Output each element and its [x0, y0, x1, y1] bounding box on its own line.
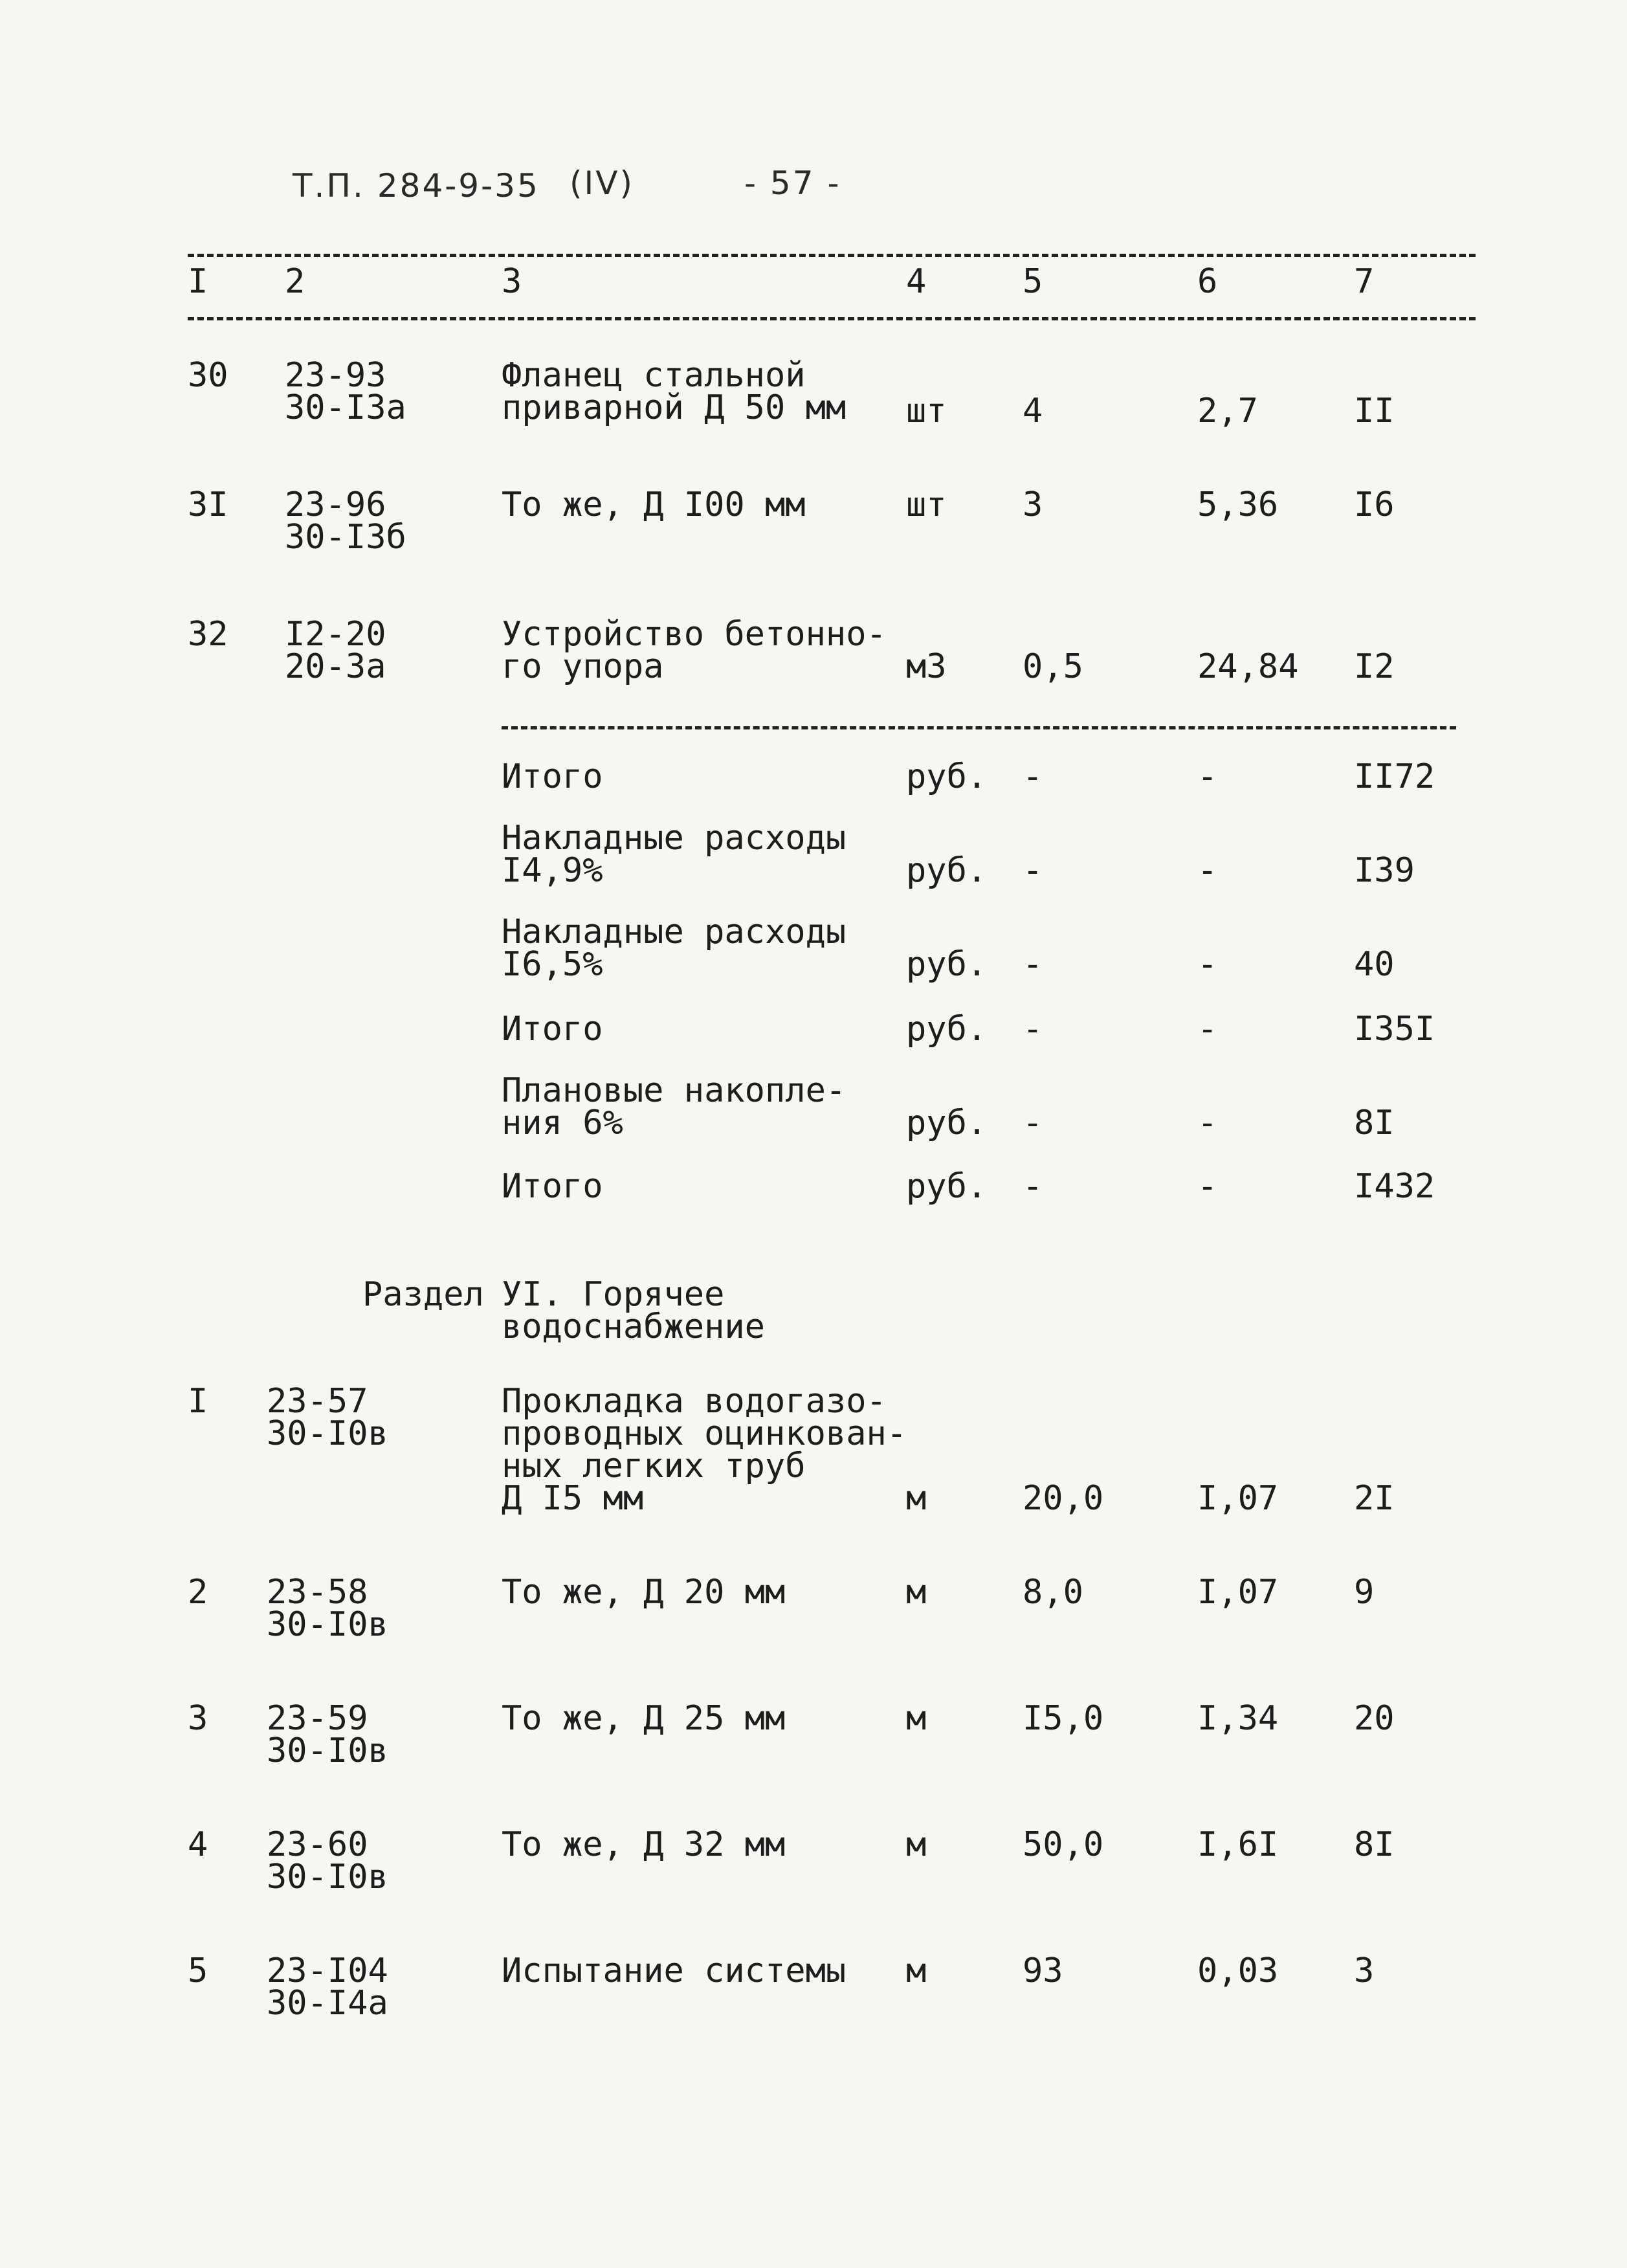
summary-label: Итого	[502, 757, 603, 796]
row-number: 30	[188, 356, 228, 395]
total-cost: 20	[1354, 1699, 1395, 1738]
norm-code: 20-3а	[285, 647, 386, 686]
norm-code: 23-58	[267, 1573, 368, 1612]
total-cost: II	[1354, 392, 1395, 430]
norm-code: 30-I3б	[285, 518, 406, 557]
volume-number: (IV)	[570, 164, 634, 202]
unit: руб.	[906, 851, 988, 890]
unit-price: I,07	[1197, 1573, 1279, 1612]
document-reference: Т.П. 284-9-35	[293, 167, 540, 205]
norm-code: 23-57	[267, 1382, 368, 1421]
unit: руб.	[906, 1104, 988, 1142]
norm-code: 23-59	[267, 1699, 368, 1738]
page-number: - 57 -	[744, 164, 841, 202]
table-header-rule	[188, 317, 1476, 320]
total-cost: 2I	[1354, 1479, 1395, 1518]
norm-code: 23-60	[267, 1825, 368, 1864]
work-description: То же, Д I00 мм	[502, 485, 806, 524]
work-description: Прокладка водогазо-	[502, 1382, 887, 1421]
unit: м	[906, 1951, 927, 1990]
summary-label: I6,5%	[502, 945, 603, 984]
unit-price: I,34	[1197, 1699, 1279, 1738]
norm-code: 23-93	[285, 356, 386, 395]
norm-code: 23-I04	[267, 1951, 388, 1990]
norm-code: 30-I3а	[285, 388, 406, 427]
unit-price: -	[1197, 1167, 1218, 1206]
column-header-6: 6	[1197, 262, 1218, 301]
total-cost: 3	[1354, 1951, 1375, 1990]
quantity: -	[1023, 757, 1043, 796]
work-description: Устройство бетонно-	[502, 615, 887, 654]
unit: м3	[906, 647, 947, 686]
total-cost: I39	[1354, 851, 1415, 890]
column-header-1: I	[188, 262, 208, 301]
norm-code: 30-I0в	[267, 1605, 388, 1644]
table-top-rule	[188, 254, 1476, 257]
norm-code: 30-I4а	[267, 1984, 388, 2023]
norm-code: I2-20	[285, 615, 386, 654]
work-description: То же, Д 25 мм	[502, 1699, 786, 1738]
quantity: -	[1023, 1010, 1043, 1049]
total-cost: 8I	[1354, 1825, 1395, 1864]
work-description: Д I5 мм	[502, 1479, 644, 1518]
column-header-3: 3	[502, 262, 522, 301]
unit: руб.	[906, 945, 988, 984]
section-prefix: Раздел	[362, 1275, 484, 1314]
norm-code: 30-I0в	[267, 1414, 388, 1453]
column-header-5: 5	[1023, 262, 1043, 301]
total-cost: I2	[1354, 647, 1395, 686]
unit-price: 0,03	[1197, 1951, 1279, 1990]
quantity: 20,0	[1023, 1479, 1104, 1518]
total-cost: I6	[1354, 485, 1395, 524]
work-description: приварной Д 50 мм	[502, 388, 847, 427]
summary-label: Итого	[502, 1167, 603, 1206]
unit: м	[906, 1825, 927, 1864]
total-cost: 8I	[1354, 1104, 1395, 1142]
summary-label: ния 6%	[502, 1104, 623, 1142]
column-header-4: 4	[906, 262, 927, 301]
row-number: 32	[188, 615, 228, 654]
work-description: го упора	[502, 647, 664, 686]
unit-price: 24,84	[1197, 647, 1299, 686]
quantity: 93	[1023, 1951, 1063, 1990]
work-description: То же, Д 32 мм	[502, 1825, 786, 1864]
quantity: 3	[1023, 485, 1043, 524]
summary-label: Плановые накопле-	[502, 1071, 847, 1110]
summary-label: Накладные расходы	[502, 913, 847, 951]
total-cost: I35I	[1354, 1010, 1435, 1049]
total-cost: II72	[1354, 757, 1435, 796]
row-number: 4	[188, 1825, 208, 1864]
norm-code: 30-I0в	[267, 1731, 388, 1770]
unit-price: -	[1197, 1010, 1218, 1049]
unit-price: -	[1197, 851, 1218, 890]
norm-code: 30-I0в	[267, 1858, 388, 1896]
row-number: I	[188, 1382, 208, 1421]
quantity: 4	[1023, 392, 1043, 430]
quantity: -	[1023, 1104, 1043, 1142]
quantity: 50,0	[1023, 1825, 1104, 1864]
total-cost: 40	[1354, 945, 1395, 984]
summary-label: I4,9%	[502, 851, 603, 890]
row-number: 5	[188, 1951, 208, 1990]
work-description: ных легких труб	[502, 1447, 806, 1485]
unit-price: 5,36	[1197, 485, 1279, 524]
unit-price: I,07	[1197, 1479, 1279, 1518]
work-description: проводных оцинкован-	[502, 1414, 907, 1453]
unit-price: 2,7	[1197, 392, 1258, 430]
work-description: То же, Д 20 мм	[502, 1573, 786, 1612]
norm-code: 23-96	[285, 485, 386, 524]
unit: м	[906, 1479, 927, 1518]
summary-label: Накладные расходы	[502, 819, 847, 858]
unit: м	[906, 1573, 927, 1612]
unit: руб.	[906, 1010, 988, 1049]
subtotal-rule	[502, 726, 1456, 729]
unit: шт	[906, 485, 947, 524]
quantity: -	[1023, 945, 1043, 984]
work-description: Испытание системы	[502, 1951, 847, 1990]
total-cost: 9	[1354, 1573, 1375, 1612]
unit-price: -	[1197, 757, 1218, 796]
section-title: водоснабжение	[502, 1307, 765, 1346]
column-header-2: 2	[285, 262, 305, 301]
quantity: -	[1023, 851, 1043, 890]
unit-price: -	[1197, 945, 1218, 984]
quantity: 0,5	[1023, 647, 1083, 686]
row-number: 2	[188, 1573, 208, 1612]
row-number: 3	[188, 1699, 208, 1738]
section-title: УI. Горячее	[502, 1275, 725, 1314]
unit: руб.	[906, 1167, 988, 1206]
quantity: 8,0	[1023, 1573, 1083, 1612]
total-cost: I432	[1354, 1167, 1435, 1206]
quantity: I5,0	[1023, 1699, 1104, 1738]
quantity: -	[1023, 1167, 1043, 1206]
unit: руб.	[906, 757, 988, 796]
unit-price: -	[1197, 1104, 1218, 1142]
column-header-7: 7	[1354, 262, 1375, 301]
unit: м	[906, 1699, 927, 1738]
work-description: Фланец стальной	[502, 356, 806, 395]
row-number: 3I	[188, 485, 228, 524]
summary-label: Итого	[502, 1010, 603, 1049]
unit: шт	[906, 392, 947, 430]
unit-price: I,6I	[1197, 1825, 1279, 1864]
